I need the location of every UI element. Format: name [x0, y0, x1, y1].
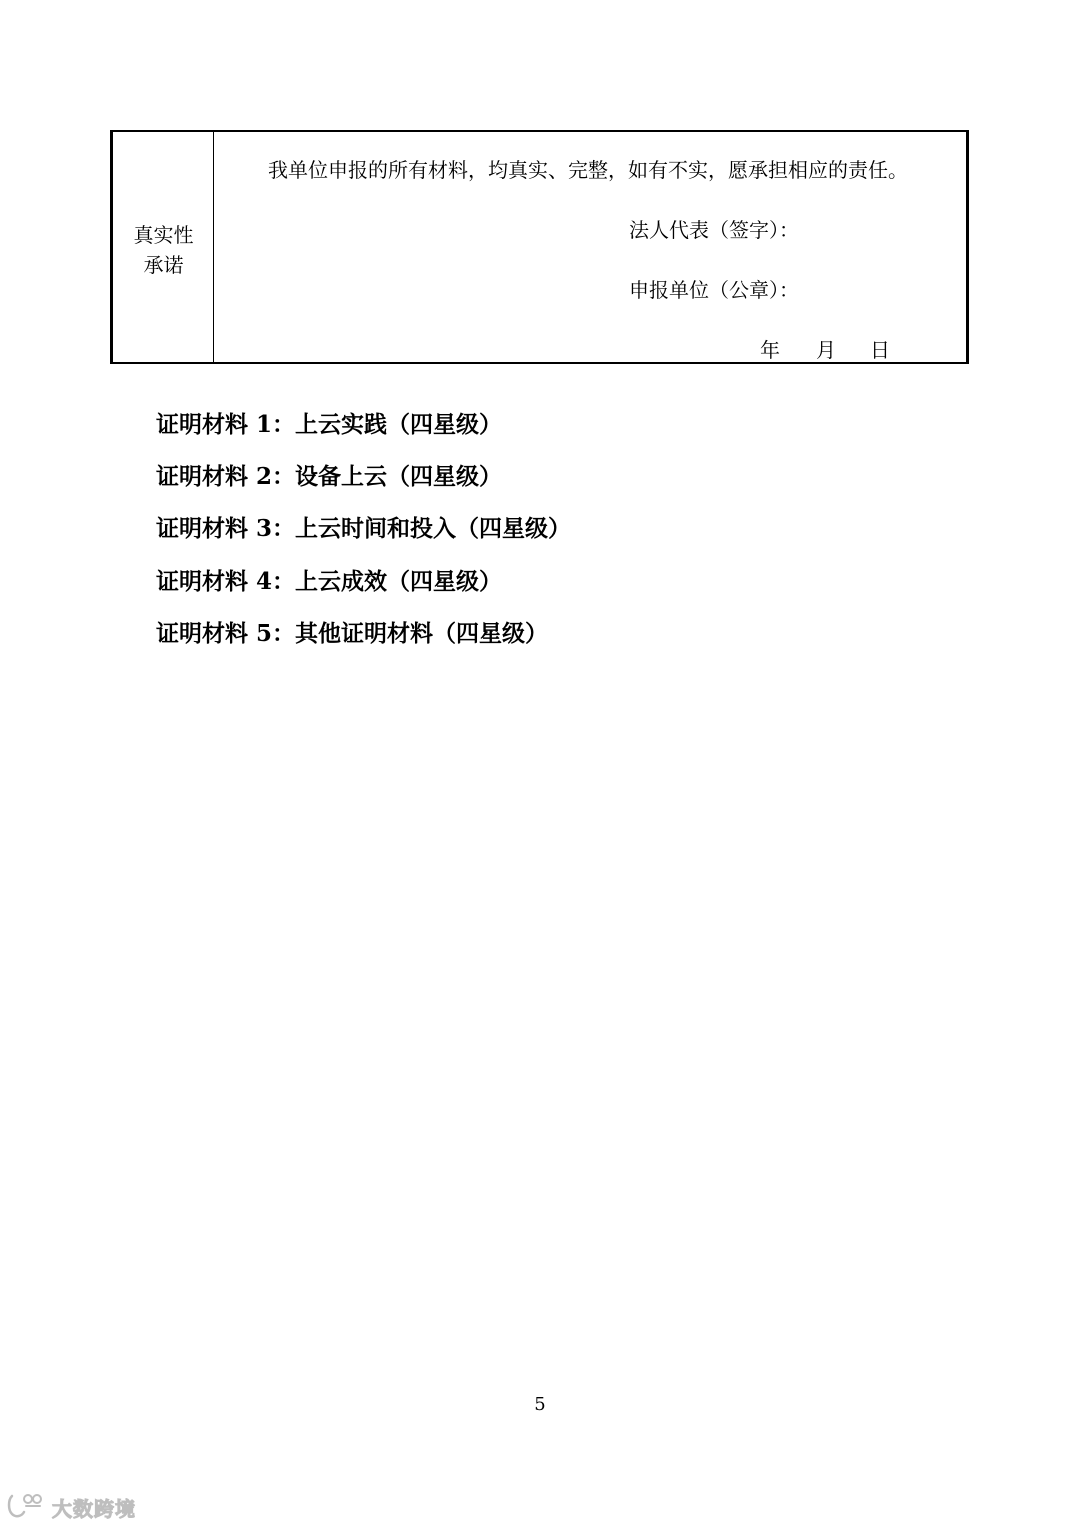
- evidence-item-5: 证明材料 5：其他证明材料（四星级）: [156, 620, 549, 647]
- date-month: 月: [816, 338, 836, 362]
- evidence-item-4: 证明材料 4：上云成效（四星级）: [156, 568, 503, 595]
- watermark: [6, 1490, 136, 1524]
- pledge-table: [110, 130, 969, 364]
- pledge-statement: 我单位申报的所有材料，均真实、完整，如有不实，愿承担相应的责任。: [268, 158, 908, 182]
- brand-logo-icon: [6, 1490, 46, 1524]
- legal-representative-signature-line: 法人代表（签字）：: [629, 218, 799, 242]
- pledge-label-cell: [113, 132, 214, 362]
- watermark-text: 大数跨境: [52, 1496, 136, 1521]
- date-year: 年: [760, 338, 780, 362]
- pledge-label-line2: 承诺: [143, 253, 184, 277]
- evidence-item-2: 证明材料 2：设备上云（四星级）: [156, 463, 503, 490]
- date-day: 日: [870, 338, 890, 362]
- evidence-item-1: 证明材料 1：上云实践（四星级）: [156, 411, 503, 438]
- applicant-unit-seal-line: 申报单位（公章）：: [629, 278, 799, 302]
- page-number: 5: [534, 1394, 546, 1415]
- evidence-item-3: 证明材料 3：上云时间和投入（四星级）: [156, 515, 572, 542]
- pledge-label-line1: 真实性: [133, 223, 194, 247]
